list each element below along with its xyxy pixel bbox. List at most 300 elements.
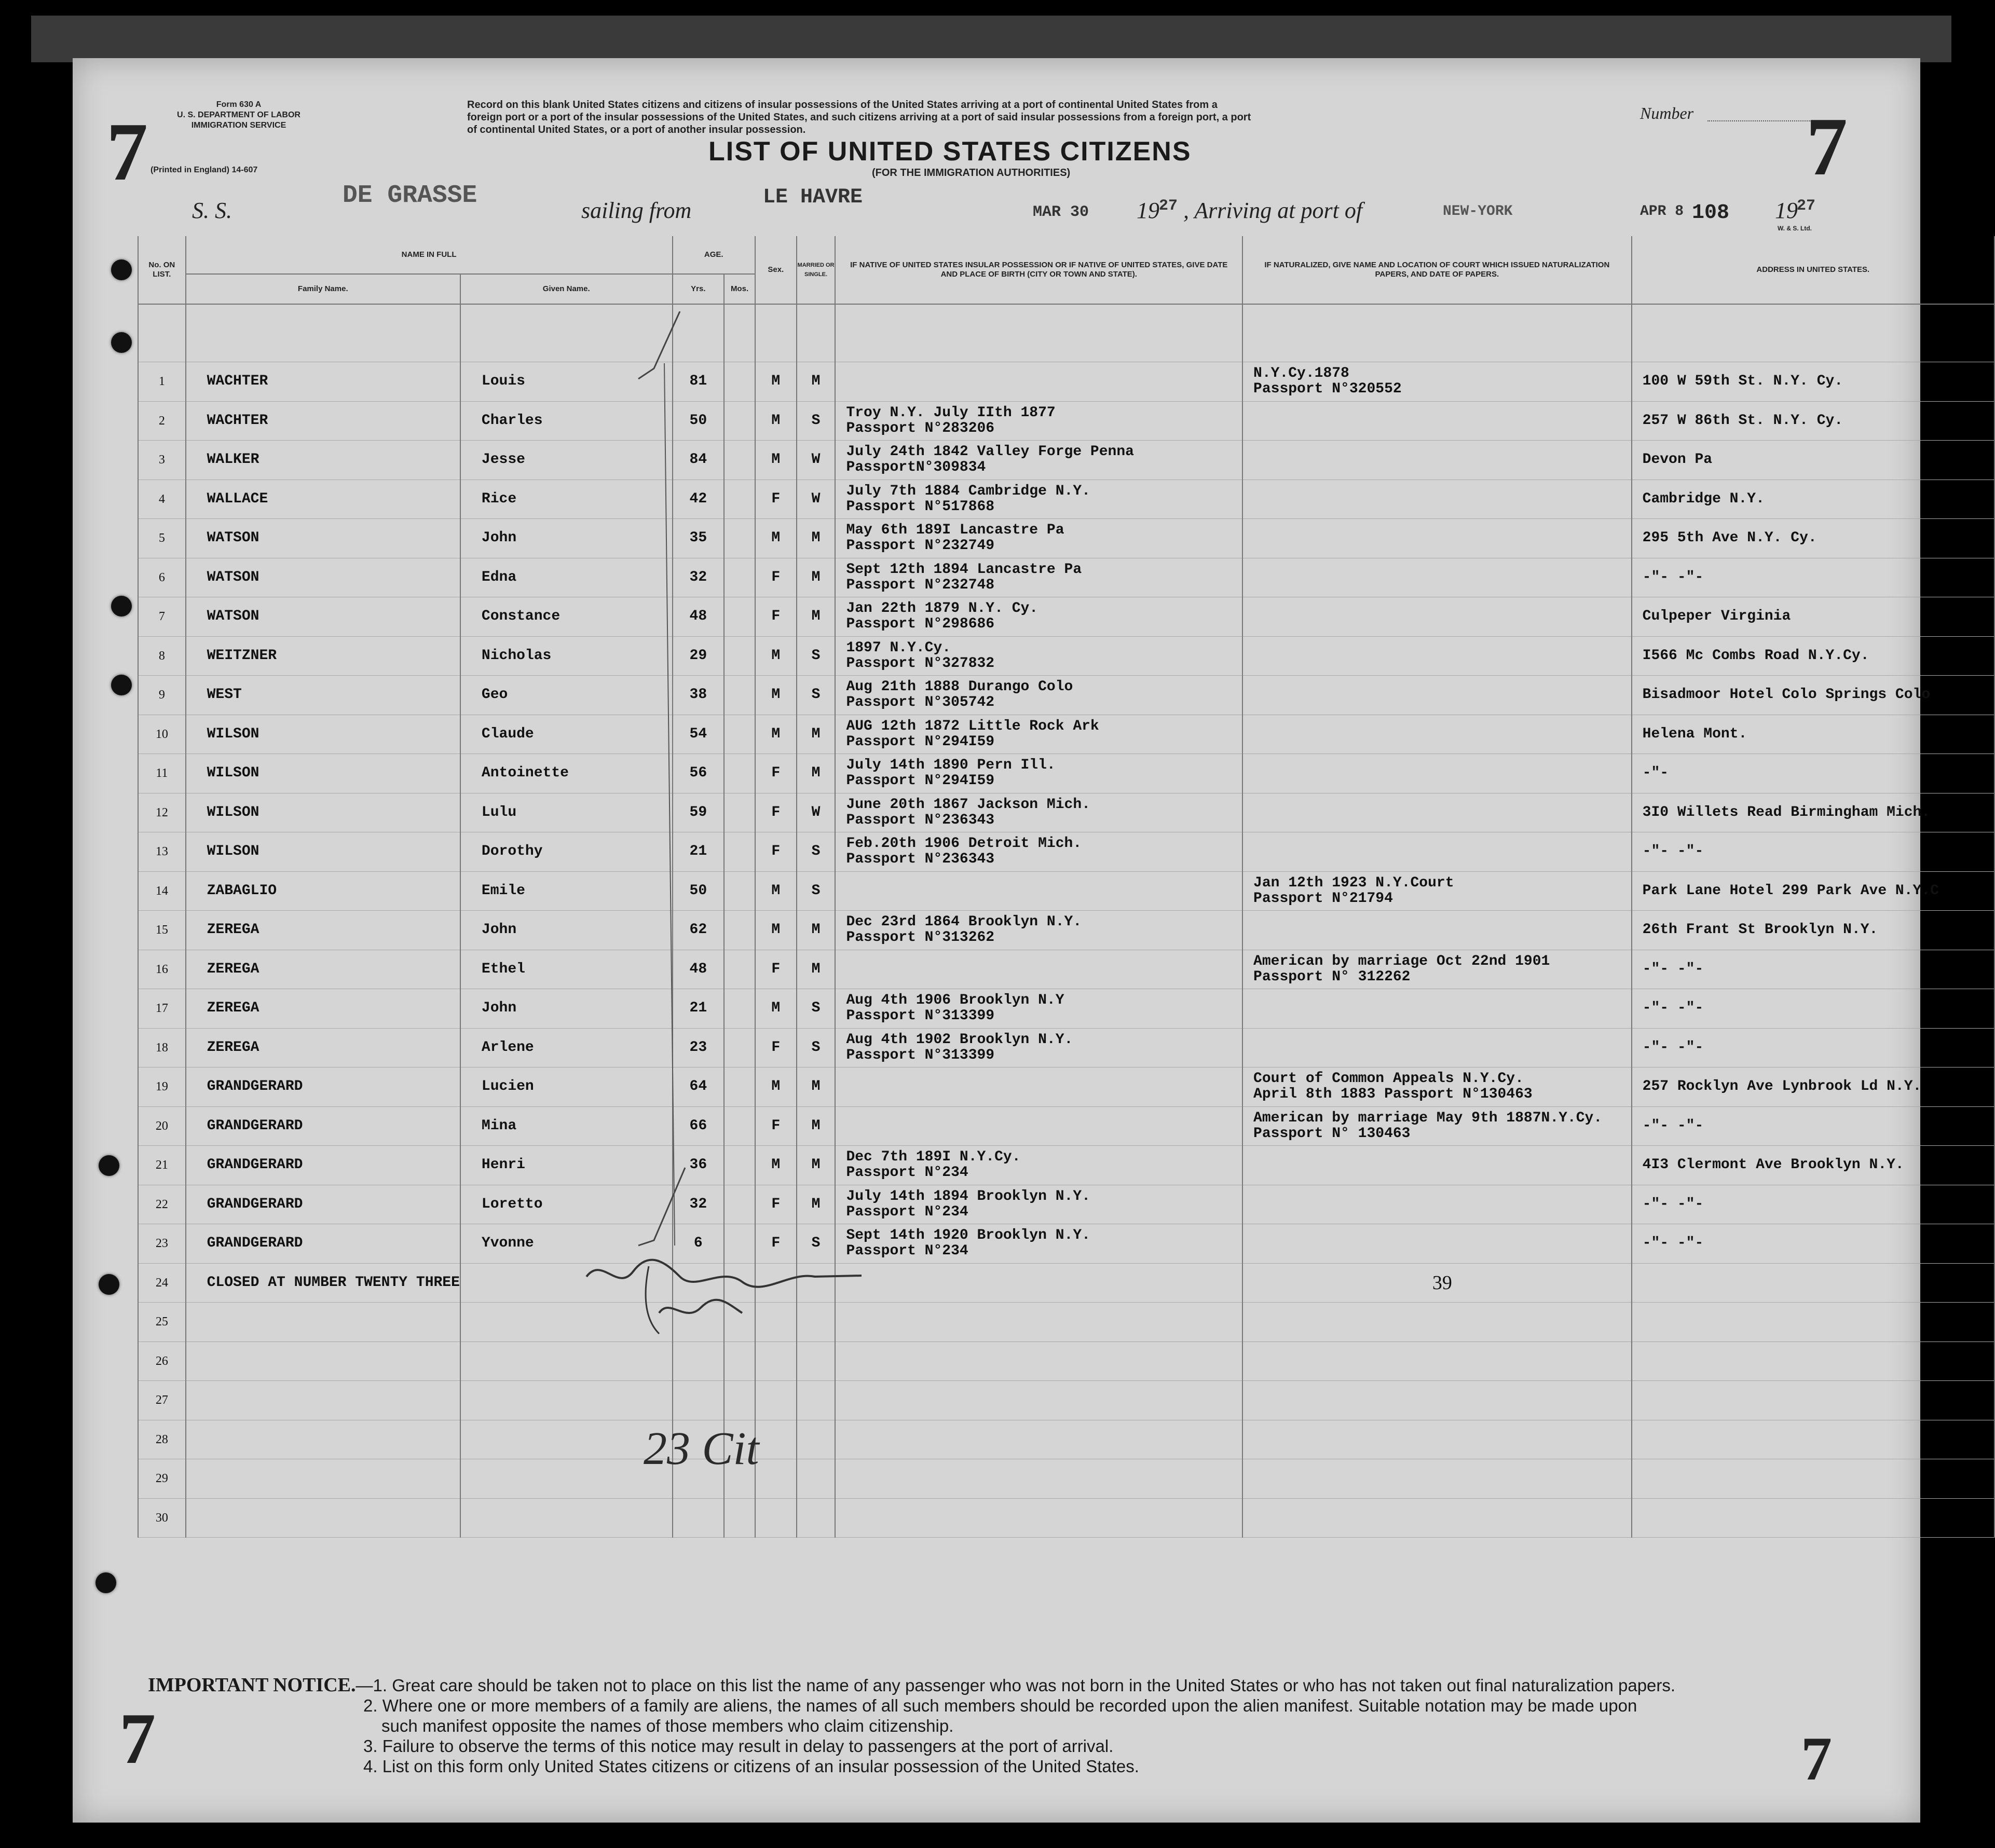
birth-line-2: Passport N°234 [846,1165,968,1181]
year-prefix: 19 [1137,198,1159,223]
age-cell-text: 6 [693,1235,703,1252]
family-name-cell [186,911,460,950]
sex-cell [755,1420,797,1459]
age-cell-text: 35 [689,530,707,546]
address-cell-text [1632,1510,1643,1526]
birth-line-2: Passport N°232749 [846,538,995,554]
birth-cell [835,832,1242,872]
family-name-cell-text: WACHTER [207,412,268,429]
record-note-line: of continental United States, or a port of another insular possession. [467,124,806,135]
birth-line-2: Passport N°313399 [846,1047,995,1063]
family-name-cell-text: ZEREGA [207,961,259,977]
age-cell-text: 42 [689,490,707,507]
family-name-cell [186,676,460,715]
address-cell-text: Devon Pa [1642,451,1713,468]
birth-line-1: Aug 4th 1902 Brooklyn N.Y. [846,1031,1073,1048]
given-name-cell-text: John [481,530,517,546]
sex-cell-text: M [771,451,781,468]
birth-cell [835,401,1242,441]
family-name-cell-text [186,1313,207,1330]
family-name-cell [186,754,460,793]
signature-scrawl [571,1245,934,1349]
table-row [138,1498,1994,1538]
address-cell-text: Culpeper Virginia [1642,608,1791,625]
given-name-cell-text: Jesse [481,451,525,468]
row-number-text: 5 [158,531,165,545]
naturalization-cell [1242,911,1632,950]
marital-status-cell-text: S [811,1235,821,1252]
sex-cell [755,1498,797,1538]
table-row [138,911,1994,950]
marital-status-cell [797,754,836,793]
family-name-cell-text: GRANDGERARD [207,1157,303,1173]
table-row [138,1263,1994,1303]
naturalization-cell [1242,871,1632,911]
family-name-cell-text [186,1431,207,1447]
given-name-cell-text [461,1392,482,1408]
age-cell-text: 66 [689,1117,707,1134]
family-name-cell-text [186,1353,207,1369]
marital-status-cell [797,1067,836,1107]
given-name-cell-text [461,1470,482,1486]
row-number [138,1303,186,1342]
table-row [138,715,1994,754]
sex-cell [755,1028,797,1067]
birth-line-2: PassportN°309834 [846,459,986,476]
row-number-text: 1 [158,375,165,389]
page-subtitle: (FOR THE IMMIGRATION AUTHORITIES) [872,167,1071,179]
nat-line-1: N.Y.Cy.1878 [1253,365,1349,382]
given-name-cell-text: John [481,1000,517,1017]
address-cell [1632,480,1994,519]
address-cell-text [1632,1392,1643,1408]
table-row [138,1067,1994,1107]
address-cell-text: -"- -"- [1642,843,1704,860]
age-cell-text: 48 [689,961,707,977]
binder-hole [95,1572,116,1593]
row-number [138,401,186,441]
address-cell [1632,441,1994,480]
service: IMMIGRATION SERVICE [191,121,286,130]
family-name-cell [186,1106,460,1146]
table-row [138,480,1994,519]
given-name-cell-text [461,1275,482,1291]
given-name-cell-text: Mina [481,1117,517,1134]
naturalization-cell [1242,1498,1632,1538]
birth-cell [835,519,1242,558]
family-name-cell-text: WILSON [207,804,259,820]
marital-status-cell-text: W [811,490,821,507]
family-name-cell-text: ZEREGA [207,1039,259,1056]
table-row [138,558,1994,597]
sex-cell [755,1459,797,1499]
address-cell [1632,636,1994,676]
birth-cell [835,558,1242,597]
sex-cell [755,911,797,950]
row-number-text: 15 [155,923,168,937]
marital-status-cell [797,1185,836,1224]
birth-line-1: July 7th 1884 Cambridge N.Y. [846,483,1090,499]
address-cell-text: 257 Rocklyn Ave Lynbrook Ld N.Y. [1642,1078,1922,1095]
sex-cell-text: M [771,530,781,546]
naturalization-cell [1242,1420,1632,1459]
family-name-cell-text: WACHTER [207,373,268,390]
sex-cell [755,676,797,715]
address-cell-text: -"- -"- [1642,1000,1704,1017]
marital-status-cell-text: S [811,1039,821,1056]
binder-hole [99,1155,119,1176]
address-cell [1632,362,1994,402]
row-number [138,1028,186,1067]
sex-cell-text: M [771,647,781,664]
birth-line-2: Passport N°305742 [846,694,995,711]
sheet-number-bottom-right: 7 [1801,1724,1832,1793]
col-given-name: Given Name. [460,274,673,304]
address-cell [1632,989,1994,1029]
col-sex: Sex. [755,236,797,304]
row-number-text: 27 [155,1393,168,1407]
address-cell [1632,401,1994,441]
notice-item: 3. Failure to observe the terms of this notice may result in delay to passengers at the port of arrival. [363,1736,1114,1756]
row-number [138,1420,186,1459]
record-note-line: foreign port or a port of the insular possessions of the United States, and such citizens arriving at a port of said insular possessions from a foreign port, a port [467,112,1251,123]
table-row [138,950,1994,989]
age-cell-text: 56 [689,765,707,782]
table-row [138,1185,1994,1224]
marital-status-cell [797,793,836,832]
row-number [138,558,186,597]
age-cell-text: 23 [689,1039,707,1056]
address-cell [1632,911,1994,950]
row-number-text: 21 [155,1158,168,1172]
address-cell [1632,1263,1994,1303]
family-name-cell [186,1028,460,1067]
family-name-cell-text: WALKER [207,451,259,468]
naturalization-cell [1242,793,1632,832]
sheet-number-bottom-left: 7 [119,1699,156,1779]
row-number-text: 13 [155,845,168,859]
marital-status-cell [797,1106,836,1146]
age-cell-text: 36 [689,1157,707,1173]
age-cell-text: 59 [689,804,707,820]
birth-line-1: July 14th 1894 Brooklyn N.Y. [846,1188,1090,1204]
row-number-text: 6 [158,570,165,584]
family-name-cell [186,950,460,989]
given-name-cell-text: Edna [481,569,517,585]
row-number-text: 22 [155,1197,168,1211]
binder-hole [111,259,132,280]
family-name-cell [186,1303,460,1342]
page-title: LIST OF UNITED STATES CITIZENS [708,136,1192,167]
row-number [138,715,186,754]
family-name-cell-text: WILSON [207,843,259,860]
age-cell-text: 50 [689,882,707,899]
birth-cell [835,911,1242,950]
marital-status-cell [797,362,836,402]
sex-cell-text: F [771,569,781,585]
row-number-text: 9 [158,688,165,702]
marital-status-cell [797,1381,836,1420]
nat-line-2: Passport N° 130463 [1253,1125,1411,1142]
tick-marks [633,311,737,1271]
sex-cell-text: F [771,490,781,507]
sex-cell [755,1185,797,1224]
naturalization-cell [1242,1341,1632,1381]
row-number [138,911,186,950]
marital-status-cell-text: M [811,569,821,585]
family-name-cell [186,597,460,637]
sex-cell [755,989,797,1029]
family-name-cell-text: ZEREGA [207,922,259,938]
marital-status-cell [797,871,836,911]
marital-status-cell-text: S [811,687,821,703]
port-from: LE HAVRE [763,186,863,209]
given-name-cell-text: John [481,922,517,938]
sheet-number-left: 7 [106,105,148,198]
family-name-cell-text: ZABAGLIO [207,882,277,899]
marital-status-cell [797,558,836,597]
row-number [138,1146,186,1185]
arrival-year-suffix: 27 [1797,197,1816,215]
passenger-rows [138,362,1994,1538]
birth-line-1: AUG 12th 1872 Little Rock Ark [846,718,1099,734]
row-number-text: 10 [155,727,168,741]
age-cell-text: 38 [689,687,707,703]
given-name-cell-text: Antoinette [481,765,569,782]
marital-status-cell [797,911,836,950]
naturalization-cell [1242,1459,1632,1499]
nat-line-1: American by marriage Oct 22nd 1901 [1253,953,1550,969]
sex-cell [755,558,797,597]
marital-status-cell [797,1420,836,1459]
birth-line-1: Jan 22th 1879 N.Y. Cy. [846,600,1039,617]
row-number [138,1185,186,1224]
naturalization-cell [1242,1146,1632,1185]
family-name-cell [186,1067,460,1107]
row-number [138,362,186,402]
birth-cell [835,597,1242,637]
number-label: Number [1640,104,1694,122]
family-name-cell-text: WATSON [207,608,259,625]
marital-status-cell-text: M [811,765,821,782]
sex-cell-text: M [771,725,781,742]
row-number [138,1381,186,1420]
table-row [138,401,1994,441]
col-yrs: Yrs. [673,274,725,304]
given-name-cell [460,1381,673,1420]
sex-cell-text: F [771,765,781,782]
marital-status-cell-text: S [811,882,821,899]
marital-status-cell [797,832,836,872]
age-cell-text: 50 [689,412,707,429]
row-number-text: 7 [158,610,165,624]
given-name-cell-text: Ethel [481,961,525,977]
sex-cell [755,1146,797,1185]
row-number-text: 2 [158,414,165,428]
given-name-cell-text: Nicholas [481,647,552,664]
col-birth: IF NATIVE OF UNITED STATES INSULAR POSSESSION OR IF NATIVE OF UNITED STATES, GIVE DATE AND PLACE OF BIRTH (CITY OR TOWN AND STATE). [835,236,1242,304]
given-name-cell-text [461,1510,482,1526]
table-row [138,676,1994,715]
months-cell [724,1381,755,1420]
row-number-text: 16 [155,962,168,976]
birth-cell [835,480,1242,519]
sex-cell [755,401,797,441]
marital-status-cell [797,1498,836,1538]
row-number-text: 19 [155,1080,168,1094]
birth-cell [835,636,1242,676]
address-cell [1632,1185,1994,1224]
sheet-number-right: 7 [1806,100,1848,193]
sex-cell-text: F [771,1117,781,1134]
naturalization-cell [1242,1028,1632,1067]
row-number [138,1459,186,1499]
col-mos: Mos. [724,274,755,304]
binder-hole [111,332,132,353]
table-row [138,1381,1994,1420]
family-name-cell-text [186,1392,207,1408]
col-address: ADDRESS IN UNITED STATES. [1632,236,1994,304]
given-name-cell [460,1459,673,1499]
address-cell [1632,871,1994,911]
naturalization-cell [1242,989,1632,1029]
age-cell-text: 54 [689,725,707,742]
age-cell-text: 62 [689,922,707,938]
naturalization-cell [1242,480,1632,519]
row-number [138,950,186,989]
family-name-cell-text: WEST [207,687,242,703]
row-number-text: 4 [158,492,165,506]
table-row [138,754,1994,793]
table-row [138,1106,1994,1146]
nat-line-2: Passport N° 312262 [1253,968,1411,985]
given-name-cell-text: Rice [481,490,517,507]
birth-line-2: Passport N°234 [846,1243,968,1260]
birth-cell [835,793,1242,832]
birth-cell [835,754,1242,793]
address-cell-text: -"- -"- [1642,961,1704,977]
marital-status-cell-text: M [811,725,821,742]
table-row [138,1459,1994,1499]
address-cell [1632,1067,1994,1107]
naturalization-cell [1242,1106,1632,1146]
row-number [138,1263,186,1303]
given-name-cell-text: Lulu [481,804,517,820]
address-cell-text: -"- -"- [1642,1039,1704,1056]
address-cell-text: -"- -"- [1642,1235,1704,1252]
table-row [138,1303,1994,1342]
notice-item: such manifest opposite the names of those members who claim citizenship. [381,1716,954,1735]
sex-cell-text: F [771,961,781,977]
nat-line-1: American by marriage May 9th 1887N.Y.Cy. [1253,1110,1603,1126]
printer-mark: W. & S. Ltd. [1778,225,1812,232]
given-name-cell-text [461,1431,482,1447]
family-name-cell-text: ZEREGA [207,1000,259,1017]
address-cell-text: 295 5th Ave N.Y. Cy. [1642,530,1817,546]
family-name-cell [186,715,460,754]
table-row [138,362,1994,402]
birth-cell [835,1146,1242,1185]
department: U. S. DEPARTMENT OF LABOR [177,111,300,119]
naturalization-cell [1242,597,1632,637]
naturalization-cell [1242,676,1632,715]
given-name-cell-text: Charles [481,412,543,429]
address-cell-text: -"- -"- [1642,569,1704,585]
address-cell [1632,950,1994,989]
address-cell-text [1632,1275,1643,1291]
marital-status-cell [797,636,836,676]
address-cell [1632,793,1994,832]
naturalization-cell [1242,362,1632,402]
address-cell-text: -"- -"- [1642,1196,1704,1212]
sex-cell-text: F [771,608,781,625]
address-cell [1632,832,1994,872]
arriving-label: , Arriving at port of [1183,198,1363,223]
row-number [138,871,186,911]
nat-line-2: April 8th 1883 Passport N°130463 [1253,1086,1533,1103]
marital-status-cell-text: W [811,804,821,820]
arrival-year-prefix: 19 [1775,198,1798,223]
marital-status-cell [797,676,836,715]
address-cell [1632,1420,1994,1459]
row-number [138,441,186,480]
address-cell [1632,519,1994,558]
marital-status-cell [797,441,836,480]
notice-item: 4. List on this form only United States citizens or citizens of an insular possession of the United States. [363,1757,1139,1776]
birth-line-1: 1897 N.Y.Cy. [846,639,951,656]
row-number [138,597,186,637]
naturalization-cell [1242,558,1632,597]
naturalization-cell [1242,1224,1632,1264]
birth-cell [835,715,1242,754]
birth-line-2: Passport N°236343 [846,851,995,868]
birth-line-1: June 20th 1867 Jackson Mich. [846,796,1090,813]
row-number-text: 14 [155,884,168,898]
row-number [138,1498,186,1538]
marital-status-cell-text: W [811,451,821,468]
table-row [138,793,1994,832]
given-name-cell-text: Loretto [481,1196,543,1212]
given-name-cell-text: Geo [481,687,508,703]
family-name-cell-text: GRANDGERARD [207,1235,303,1252]
sex-cell [755,715,797,754]
birth-line-1: May 6th 189I Lancastre Pa [846,522,1064,539]
naturalization-cell [1242,519,1632,558]
birth-cell [835,362,1242,402]
row-number [138,1224,186,1264]
birth-line-1: Aug 21th 1888 Durango Colo [846,679,1073,695]
row-number-text: 28 [155,1432,168,1446]
address-cell-text: 3I0 Willets Read Birmingham Mich. [1642,804,1931,820]
row-number [138,676,186,715]
sex-cell-text: F [771,1039,781,1056]
family-name-cell [186,636,460,676]
address-cell-text [1632,1470,1643,1486]
nat-line-1: Court of Common Appeals N.Y.Cy. [1253,1071,1524,1087]
address-cell [1632,1106,1994,1146]
birth-line-1: July 14th 1890 Pern Ill. [846,757,1056,774]
address-cell-text: -"- [1642,765,1669,782]
family-name-cell-text: GRANDGERARD [207,1117,303,1134]
family-name-cell [186,1341,460,1381]
row-number [138,1067,186,1107]
sex-cell-text: M [771,1078,781,1095]
family-name-cell [186,1498,460,1538]
address-cell-text: Cambridge N.Y. [1642,490,1765,507]
row-number [138,480,186,519]
given-name-cell-text: Louis [481,373,525,390]
marital-status-cell [797,1459,836,1499]
